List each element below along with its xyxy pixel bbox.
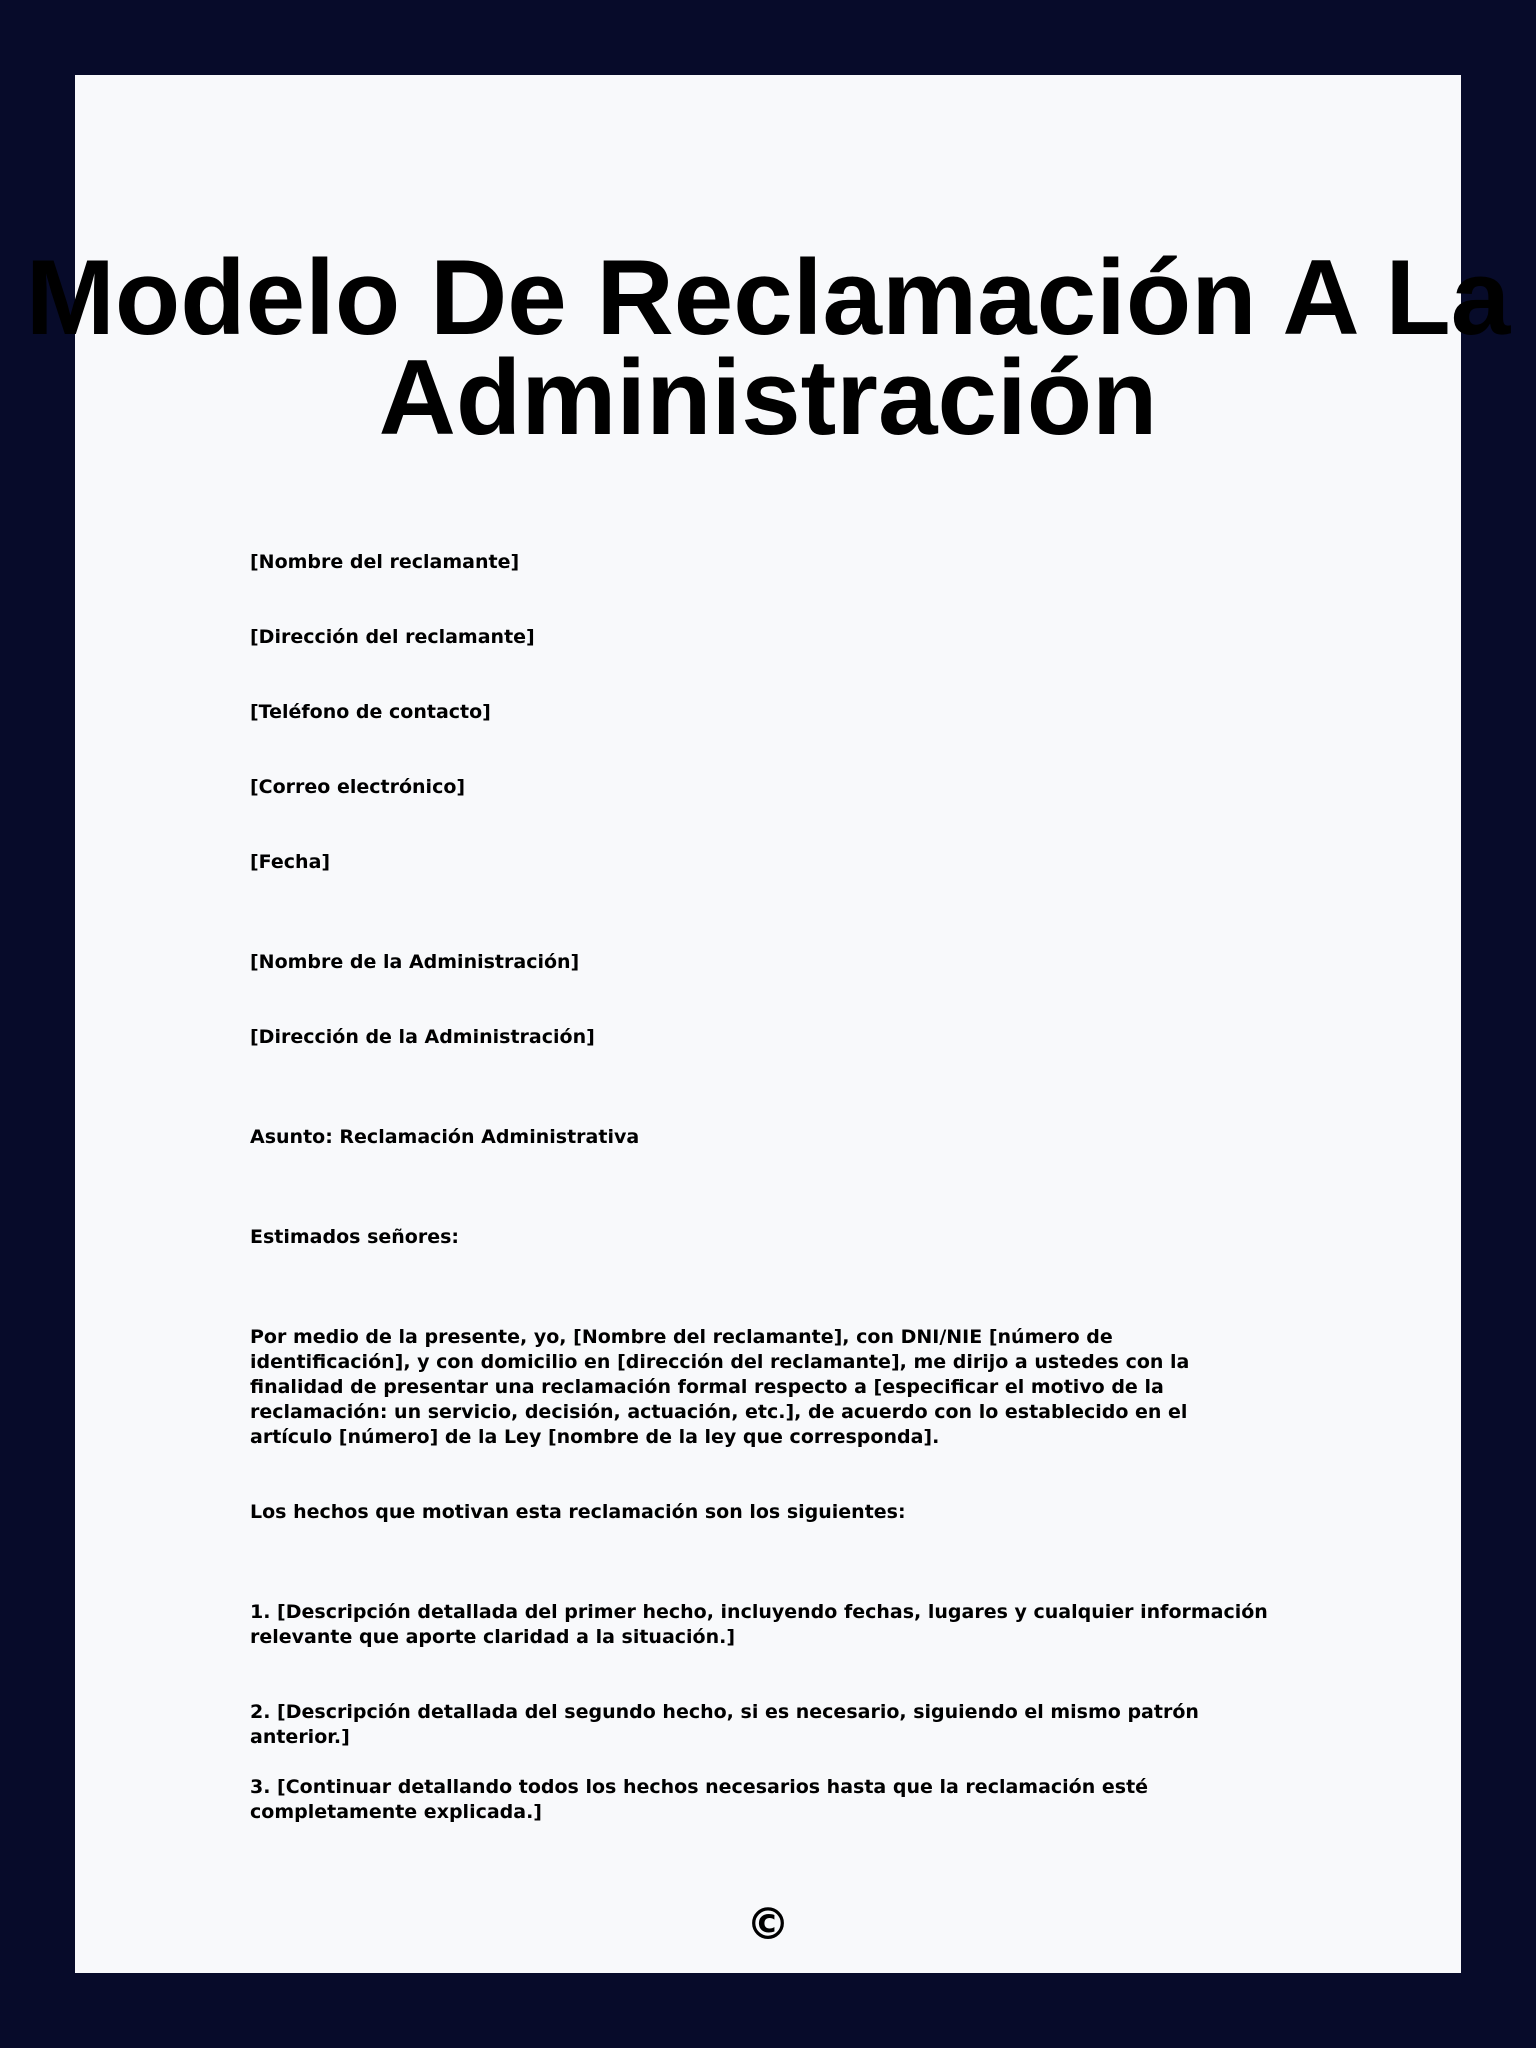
saludo-line: Estimados señores: xyxy=(250,1226,460,1248)
field-nombre-reclamante: [Nombre del reclamante] xyxy=(250,551,520,573)
field-nombre-administracion: [Nombre de la Administración] xyxy=(250,951,580,973)
hechos-intro: Los hechos que motivan esta reclamación son los siguientes: xyxy=(250,1501,906,1523)
hecho-item-3: 3. [Continuar detallando todos los hechos necesarios hasta que la reclamación esté completamente explicada.] xyxy=(250,1776,1149,1823)
title-line-1: Modelo De Reclamación A La xyxy=(25,237,1511,357)
field-direccion-reclamante: [Dirección del reclamante] xyxy=(250,626,535,648)
asunto-line: Asunto: Reclamación Administrativa xyxy=(250,1126,640,1148)
hecho-item-2: 2. [Descripción detallada del segundo hecho, si es necesario, siguiendo el mismo patrón anterior.] xyxy=(250,1701,1199,1748)
field-direccion-administracion: [Dirección de la Administración] xyxy=(250,1026,595,1048)
field-fecha: [Fecha] xyxy=(250,851,331,873)
field-correo: [Correo electrónico] xyxy=(250,776,466,798)
document-title xyxy=(0,237,1536,457)
title-line-2: Administración xyxy=(378,337,1158,457)
hecho-item-1: 1. [Descripción detallada del primer hecho, incluyendo fechas, lugares y cualquier información relevante que aporte claridad a la situación.] xyxy=(250,1601,1268,1648)
field-telefono: [Teléfono de contacto] xyxy=(250,701,491,723)
intro-paragraph: Por medio de la presente, yo, [Nombre del reclamante], con DNI/NIE [número de identificación], y con domicilio en [dirección del reclamante], me dirijo a ustedes con la finalidad de presentar una reclamación formal respecto a [especificar el motivo de la reclamación: un servicio, decisión, actuación, etc.], de acuerdo con lo establecido en el artículo [número] de la Ley [nombre de la ley que corresponda]. xyxy=(250,1326,1190,1448)
copyright-icon: © xyxy=(746,1899,790,1950)
